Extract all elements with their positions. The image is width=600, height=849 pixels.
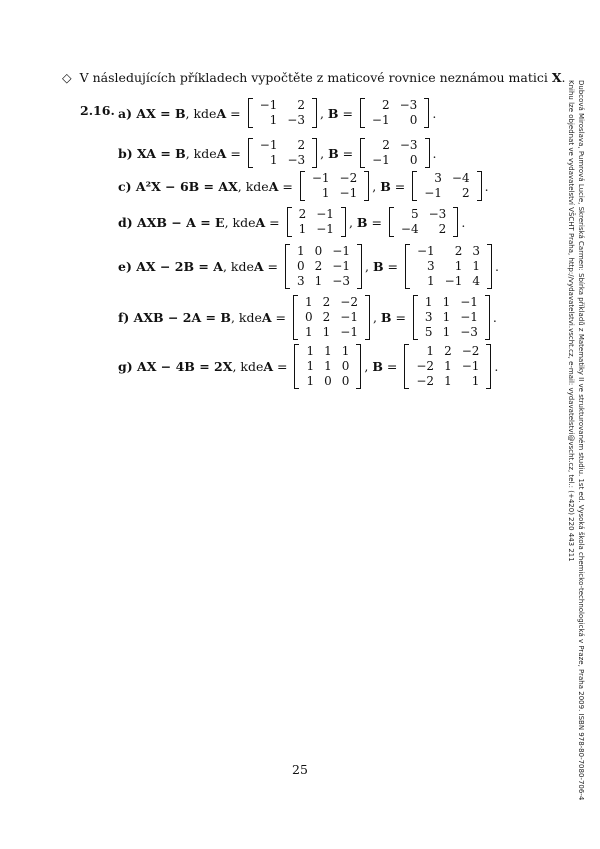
problem-f (118, 295, 497, 340)
matrix-cell: 1 (306, 359, 315, 373)
matrix-cell: −3 (428, 207, 447, 221)
problem-label: c) (118, 178, 136, 194)
period: . (494, 359, 499, 374)
problem-label: a) (118, 105, 137, 121)
matrix-cell: 2 (461, 186, 470, 200)
matrix-b-name: B (356, 214, 368, 230)
matrix-cell: 1 (269, 113, 278, 127)
right-bracket (312, 138, 317, 168)
left-bracket (360, 138, 365, 168)
matrix-cell: −2 (340, 295, 358, 309)
problem-c (118, 171, 489, 201)
right-bracket (312, 98, 317, 128)
left-bracket (300, 171, 305, 201)
kde-text: , kde (232, 359, 264, 374)
matrix-a (293, 295, 370, 340)
matrix-cell: 1 (454, 259, 463, 273)
matrix-cell: 1 (427, 274, 435, 288)
matrix-cell: 2 (454, 244, 463, 258)
matrix-cell: −4 (400, 222, 419, 236)
left-bracket (413, 295, 418, 340)
matrix-cell: −1 (340, 310, 358, 324)
matrix-b (360, 98, 429, 128)
matrix-b-name: B (372, 259, 384, 274)
matrix-b-table (367, 98, 422, 128)
equals-sign: = (382, 359, 402, 374)
matrix-cell: 2 (322, 310, 331, 324)
problem-number: 2.16. (80, 103, 115, 118)
matrix-cell: −1 (372, 153, 390, 167)
matrix-cell: 1 (314, 274, 323, 288)
matrix-cell: 2 (381, 98, 390, 112)
matrix-cell: 1 (444, 359, 452, 373)
matrix-a-name: A (216, 105, 227, 121)
left-bracket (248, 138, 253, 168)
matrix-cell: 1 (442, 295, 451, 309)
matrix-cell: 1 (322, 325, 331, 339)
problem-label: d) (118, 214, 138, 230)
problem-label: b) (118, 145, 138, 161)
matrix-a-table (301, 344, 354, 389)
matrix-cell: −1 (371, 113, 390, 127)
left-bracket (405, 244, 410, 289)
comma: , (348, 214, 357, 230)
comma: , (319, 105, 328, 121)
matrix-cell: 2 (297, 138, 306, 152)
left-bracket (404, 344, 409, 389)
equals-sign: = (271, 310, 290, 325)
kde-text: , kde (237, 178, 269, 194)
problem-g (118, 344, 498, 389)
intro-period: . (561, 70, 566, 85)
left-bracket (294, 344, 299, 389)
matrix-cell: 1 (306, 344, 315, 358)
comma: , (364, 259, 373, 274)
right-bracket (453, 207, 458, 237)
matrix-b-name: B (327, 105, 339, 121)
problem-equation: AX = B (136, 105, 186, 121)
comma: , (320, 145, 329, 161)
problem-b (118, 138, 437, 168)
right-bracket (425, 138, 430, 168)
matrix-cell: 0 (341, 359, 350, 373)
matrix-a (294, 344, 361, 389)
matrix-cell: 2 (438, 222, 447, 236)
matrix-a-name: A (255, 214, 266, 230)
matrix-a-name: A (253, 259, 264, 274)
matrix-cell: 1 (424, 295, 433, 309)
problem-equation: AX − 4B = 2X (137, 359, 233, 374)
matrix-cell: −1 (316, 207, 334, 221)
matrix-b-name: B (328, 145, 339, 161)
equals-sign: = (265, 214, 284, 230)
left-bracket (293, 295, 298, 340)
matrix-cell: 1 (426, 344, 435, 358)
matrix-cell: 0 (304, 310, 313, 324)
matrix-cell: 1 (341, 344, 350, 358)
matrix-a-table (292, 244, 355, 289)
problem-a (118, 98, 436, 128)
matrix-b (389, 207, 458, 237)
matrix-cell: 1 (304, 325, 313, 339)
problem-equation: AX − 2B = A (136, 259, 223, 274)
matrix-cell: 1 (444, 374, 452, 388)
matrix-cell: −3 (399, 98, 418, 112)
matrix-a (287, 207, 346, 237)
matrix-b (360, 138, 429, 168)
right-bracket (477, 171, 482, 201)
equals-sign: = (278, 178, 297, 194)
matrix-cell: 1 (472, 259, 480, 273)
matrix-cell: −1 (259, 98, 278, 112)
problem-equation: XA = B (137, 145, 186, 161)
matrix-b-table (396, 207, 451, 237)
matrix-cell: 4 (472, 274, 480, 288)
matrix-cell: −1 (340, 325, 358, 339)
matrix-a (285, 244, 362, 289)
problem-d (118, 207, 465, 237)
matrix-cell: 2 (382, 138, 390, 152)
equals-sign: = (367, 214, 386, 230)
matrix-a-table (294, 207, 339, 237)
matrix-cell: −1 (424, 186, 442, 200)
equals-sign: = (226, 105, 245, 121)
matrix-cell: −3 (332, 274, 350, 288)
matrix-cell: 1 (306, 374, 315, 388)
matrix-a-name: A (263, 359, 274, 374)
page-number: 25 (292, 762, 308, 777)
equals-sign: = (338, 145, 358, 161)
matrix-cell: 2 (322, 295, 331, 309)
matrix-cell: −2 (416, 359, 435, 373)
matrix-cell: −2 (416, 374, 435, 388)
matrix-cell: −3 (399, 138, 418, 152)
matrix-cell: 1 (298, 222, 307, 236)
matrix-cell: −1 (416, 244, 435, 258)
matrix-cell: 1 (442, 310, 451, 324)
matrix-cell: 2 (297, 98, 305, 112)
matrix-b (404, 344, 491, 389)
matrix-a-table (255, 138, 310, 168)
intro-text: V následujících příkladech vypočtěte z maticové rovnice neznámou matici (79, 70, 552, 85)
matrix-a-table (255, 98, 310, 128)
side-note-line-1: Dubcová Miroslava, Pumrová Lucie, Skreriská Carmen: Sbírka příkladů z Matematiky II ve strukturovaném studiu. 1st ed. Vysoká škola chemicko-technologická v Praze, Praha 2009. ISBN 978-80-7080-706-4 (577, 80, 585, 801)
matrix-b-table (420, 295, 483, 340)
matrix-cell: 1 (304, 295, 313, 309)
equals-sign: = (338, 105, 357, 121)
right-bracket (424, 98, 429, 128)
left-bracket (248, 98, 253, 128)
matrix-b-table (412, 244, 485, 289)
kde-text: , kde (230, 310, 262, 325)
matrix-cell: −2 (339, 171, 358, 185)
matrix-a-name: A (261, 310, 272, 325)
side-note-line-2: Knihu lze objednat ve vydavatelství VŠCHT Praha, http://vydavatelstvi.vscht.cz, e-mail: vydavatelstvi@vscht.cz, tel.: (+420) 220 443 211 (567, 80, 575, 562)
right-bracket (487, 244, 492, 289)
period: . (461, 214, 466, 230)
matrix-cell: −2 (461, 344, 480, 358)
equals-sign: = (383, 259, 402, 274)
left-bracket (285, 244, 290, 289)
period: . (484, 178, 489, 194)
matrix-cell: 1 (442, 325, 451, 339)
matrix-cell: 3 (297, 274, 305, 288)
problem-equation: A²X − 6B = AX (135, 178, 238, 194)
kde-text: , kde (185, 105, 217, 121)
matrix-cell: 2 (298, 207, 307, 221)
period: . (492, 310, 497, 325)
equals-sign: = (273, 359, 292, 374)
matrix-cell: 2 (314, 259, 323, 273)
matrix-cell: 1 (324, 359, 332, 373)
matrix-cell: −3 (460, 325, 478, 339)
matrix-cell: 1 (321, 186, 330, 200)
matrix-a (248, 138, 317, 168)
kde-text: , kde (222, 259, 254, 274)
matrix-cell: −1 (316, 222, 334, 236)
problem-equation: AXB − A = E (137, 214, 225, 230)
matrix-b (412, 171, 481, 201)
equals-sign: = (263, 259, 282, 274)
period: . (432, 105, 437, 121)
matrix-cell: 1 (269, 153, 278, 167)
right-bracket (364, 171, 369, 201)
intro-line (62, 70, 566, 85)
period: . (494, 259, 499, 274)
right-bracket (486, 344, 491, 389)
left-bracket (360, 98, 365, 128)
matrix-b-name: B (372, 359, 383, 374)
matrix-cell: −3 (287, 113, 305, 127)
comma: , (372, 310, 381, 325)
matrix-cell: 0 (314, 244, 323, 258)
matrix-cell: −1 (461, 359, 480, 373)
problem-equation: AXB − 2A = B (133, 310, 231, 325)
right-bracket (365, 295, 370, 340)
matrix-a-name: A (268, 178, 279, 194)
comma: , (364, 359, 373, 374)
matrix-cell: −1 (444, 274, 463, 288)
matrix-cell: 1 (471, 374, 480, 388)
problem-label: g) (118, 359, 138, 374)
matrix-b-name: B (380, 178, 391, 194)
side-note (566, 80, 586, 800)
matrix-a-table (307, 171, 362, 201)
matrix-a-name: A (216, 145, 227, 161)
matrix-cell: −1 (339, 186, 358, 200)
matrix-b (405, 244, 492, 289)
matrix-cell: −3 (287, 153, 306, 167)
left-bracket (389, 207, 394, 237)
matrix-a (300, 171, 369, 201)
kde-text: , kde (185, 145, 217, 161)
matrix-cell: −1 (332, 259, 350, 273)
matrix-cell: −4 (451, 171, 470, 185)
matrix-cell: 3 (427, 259, 435, 273)
equals-sign: = (390, 178, 410, 194)
left-bracket (287, 207, 292, 237)
matrix-cell: 2 (444, 344, 452, 358)
matrix-cell: 0 (409, 153, 418, 167)
right-bracket (356, 344, 361, 389)
period: . (432, 145, 437, 161)
problem-e (118, 244, 499, 289)
matrix-cell: −1 (332, 244, 350, 258)
matrix-cell: −1 (311, 171, 330, 185)
kde-text: , kde (224, 214, 256, 230)
matrix-cell: 1 (297, 244, 305, 258)
matrix-cell: 5 (410, 207, 419, 221)
right-bracket (485, 295, 490, 340)
matrix-b-table (367, 138, 422, 168)
left-bracket (412, 171, 417, 201)
matrix-cell: 0 (297, 259, 305, 273)
problem-label: e) (118, 259, 137, 274)
diamond-icon: ◇ (62, 70, 72, 85)
right-bracket (357, 244, 362, 289)
matrix-cell: 3 (472, 244, 480, 258)
matrix-cell: 5 (424, 325, 433, 339)
matrix-cell: 0 (324, 374, 332, 388)
matrix-a-table (300, 295, 363, 340)
matrix-cell: 1 (324, 344, 332, 358)
matrix-cell: 3 (424, 310, 433, 324)
matrix-cell: −1 (460, 310, 478, 324)
matrix-cell: 0 (341, 374, 350, 388)
matrix-b-name: B (380, 310, 392, 325)
comma: , (372, 178, 381, 194)
equals-sign: = (391, 310, 410, 325)
equals-sign: = (226, 145, 245, 161)
right-bracket (341, 207, 346, 237)
problem-label: f) (118, 310, 134, 325)
matrix-b-table (419, 171, 474, 201)
intro-variable: X (551, 70, 562, 85)
matrix-cell: 3 (434, 171, 442, 185)
matrix-b-table (411, 344, 484, 389)
matrix-cell: 0 (409, 113, 418, 127)
matrix-b (413, 295, 490, 340)
matrix-cell: −1 (460, 295, 478, 309)
matrix-cell: −1 (259, 138, 278, 152)
matrix-a (248, 98, 317, 128)
